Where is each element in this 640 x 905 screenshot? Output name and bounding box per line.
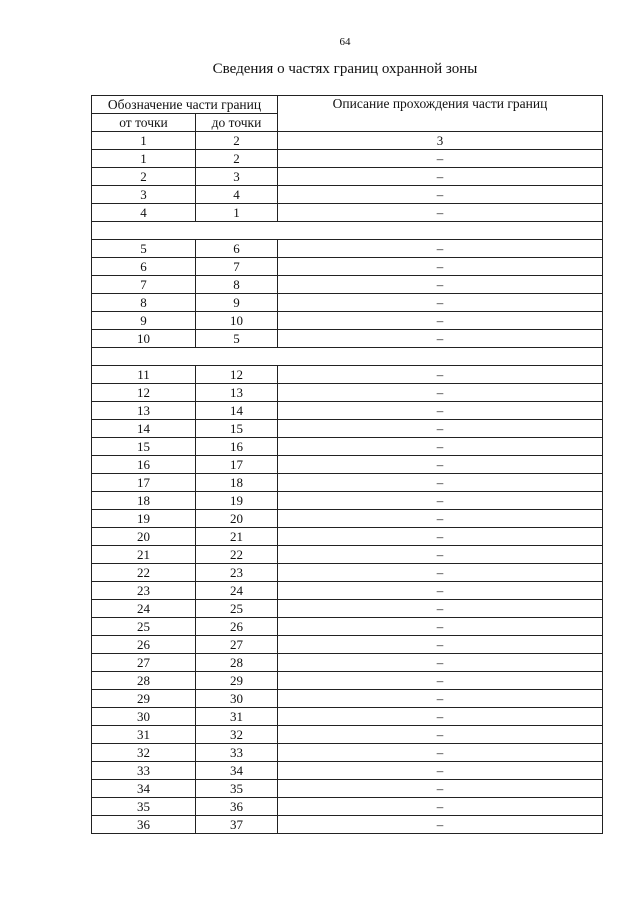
from-point-cell: 1 [92, 150, 196, 168]
table-row [92, 546, 603, 564]
from-point-cell: 35 [92, 798, 196, 816]
to-point-cell: 18 [196, 474, 278, 492]
from-point-cell: 12 [92, 384, 196, 402]
table-row [92, 762, 603, 780]
from-point-cell: 4 [92, 204, 196, 222]
to-point-cell: 2 [196, 150, 278, 168]
table-row [92, 204, 603, 222]
table-row [92, 258, 603, 276]
from-point-cell: 5 [92, 240, 196, 258]
from-point-cell: 18 [92, 492, 196, 510]
to-point-cell: 14 [196, 402, 278, 420]
table-row [92, 618, 603, 636]
description-cell: – [278, 600, 603, 618]
table-row [92, 510, 603, 528]
description-cell: – [278, 510, 603, 528]
table-row [92, 582, 603, 600]
description-cell: – [278, 204, 603, 222]
to-point-cell: 34 [196, 762, 278, 780]
table-row [92, 654, 603, 672]
to-point-cell: 2 [196, 132, 278, 150]
from-point-cell: 30 [92, 708, 196, 726]
page-title: Сведения о частях границ охранной зоны [212, 61, 478, 77]
from-point-cell: 29 [92, 690, 196, 708]
table-row [92, 132, 603, 150]
table-body [92, 132, 603, 834]
to-point-cell: 6 [196, 240, 278, 258]
table-row [92, 438, 603, 456]
description-cell: – [278, 618, 603, 636]
to-point-cell: 1 [196, 204, 278, 222]
description-cell: – [278, 528, 603, 546]
from-point-cell: 32 [92, 744, 196, 762]
table-row [92, 492, 603, 510]
to-point-cell: 21 [196, 528, 278, 546]
to-point-cell: 19 [196, 492, 278, 510]
header-from-point: от точки [92, 114, 196, 132]
to-point-cell: 31 [196, 708, 278, 726]
table-row [92, 384, 603, 402]
description-cell: – [278, 798, 603, 816]
from-point-cell: 19 [92, 510, 196, 528]
table-row [92, 672, 603, 690]
to-point-cell: 5 [196, 330, 278, 348]
table-row [92, 456, 603, 474]
description-cell: – [278, 672, 603, 690]
table-row [92, 294, 603, 312]
to-point-cell: 35 [196, 780, 278, 798]
description-cell: – [278, 456, 603, 474]
description-cell: – [278, 258, 603, 276]
description-cell: – [278, 744, 603, 762]
description-cell: – [278, 438, 603, 456]
description-cell: – [278, 546, 603, 564]
description-cell: – [278, 762, 603, 780]
from-point-cell: 9 [92, 312, 196, 330]
table-row [92, 636, 603, 654]
page-number: 64 [339, 36, 351, 48]
table-header [92, 96, 603, 132]
table-row [92, 528, 603, 546]
from-point-cell: 21 [92, 546, 196, 564]
to-point-cell: 32 [196, 726, 278, 744]
from-point-cell: 10 [92, 330, 196, 348]
table-row [92, 366, 603, 384]
description-cell: – [278, 366, 603, 384]
to-point-cell: 26 [196, 618, 278, 636]
to-point-cell: 7 [196, 258, 278, 276]
to-point-cell: 37 [196, 816, 278, 834]
description-cell: – [278, 690, 603, 708]
to-point-cell: 10 [196, 312, 278, 330]
to-point-cell: 13 [196, 384, 278, 402]
to-point-cell: 28 [196, 654, 278, 672]
from-point-cell: 16 [92, 456, 196, 474]
to-point-cell: 24 [196, 582, 278, 600]
table-separator-row [92, 222, 603, 240]
to-point-cell: 25 [196, 600, 278, 618]
table-row [92, 276, 603, 294]
table-row [92, 564, 603, 582]
from-point-cell: 33 [92, 762, 196, 780]
table-row [92, 330, 603, 348]
from-point-cell: 22 [92, 564, 196, 582]
from-point-cell: 31 [92, 726, 196, 744]
from-point-cell: 6 [92, 258, 196, 276]
description-cell: – [278, 726, 603, 744]
from-point-cell: 14 [92, 420, 196, 438]
to-point-cell: 33 [196, 744, 278, 762]
table-row [92, 240, 603, 258]
to-point-cell: 27 [196, 636, 278, 654]
header-description: Описание прохождения части границ [278, 96, 603, 132]
description-cell: – [278, 402, 603, 420]
to-point-cell: 16 [196, 438, 278, 456]
from-point-cell: 8 [92, 294, 196, 312]
to-point-cell: 4 [196, 186, 278, 204]
table-row [92, 744, 603, 762]
table-row [92, 312, 603, 330]
from-point-cell: 17 [92, 474, 196, 492]
description-cell: – [278, 474, 603, 492]
to-point-cell: 36 [196, 798, 278, 816]
to-point-cell: 20 [196, 510, 278, 528]
table-row [92, 726, 603, 744]
from-point-cell: 20 [92, 528, 196, 546]
from-point-cell: 34 [92, 780, 196, 798]
table-row [92, 690, 603, 708]
table-row [92, 600, 603, 618]
separator-cell [92, 222, 603, 240]
table-row [92, 186, 603, 204]
table-row [92, 474, 603, 492]
to-point-cell: 30 [196, 690, 278, 708]
header-boundary-designation: Обозначение части границ [92, 96, 278, 114]
table-row [92, 780, 603, 798]
table-row [92, 420, 603, 438]
table-row [92, 816, 603, 834]
from-point-cell: 1 [92, 132, 196, 150]
table-row [92, 708, 603, 726]
from-point-cell: 26 [92, 636, 196, 654]
description-cell: – [278, 240, 603, 258]
boundary-table [91, 95, 603, 834]
description-cell: – [278, 276, 603, 294]
from-point-cell: 24 [92, 600, 196, 618]
description-cell: – [278, 816, 603, 834]
from-point-cell: 11 [92, 366, 196, 384]
separator-cell [92, 348, 603, 366]
description-cell: – [278, 708, 603, 726]
description-cell: – [278, 330, 603, 348]
header-to-point: до точки [196, 114, 278, 132]
from-point-cell: 2 [92, 168, 196, 186]
to-point-cell: 15 [196, 420, 278, 438]
from-point-cell: 7 [92, 276, 196, 294]
from-point-cell: 27 [92, 654, 196, 672]
to-point-cell: 12 [196, 366, 278, 384]
table-row [92, 798, 603, 816]
table-separator-row [92, 348, 603, 366]
to-point-cell: 22 [196, 546, 278, 564]
description-cell: – [278, 186, 603, 204]
from-point-cell: 15 [92, 438, 196, 456]
description-cell: – [278, 780, 603, 798]
table-row [92, 168, 603, 186]
description-cell: – [278, 312, 603, 330]
description-cell: – [278, 150, 603, 168]
from-point-cell: 3 [92, 186, 196, 204]
table-row [92, 402, 603, 420]
description-cell: – [278, 384, 603, 402]
description-cell: – [278, 420, 603, 438]
description-cell: 3 [278, 132, 603, 150]
from-point-cell: 23 [92, 582, 196, 600]
description-cell: – [278, 636, 603, 654]
description-cell: – [278, 294, 603, 312]
description-cell: – [278, 492, 603, 510]
description-cell: – [278, 654, 603, 672]
description-cell: – [278, 582, 603, 600]
description-cell: – [278, 564, 603, 582]
description-cell: – [278, 168, 603, 186]
table-row [92, 150, 603, 168]
from-point-cell: 36 [92, 816, 196, 834]
to-point-cell: 17 [196, 456, 278, 474]
to-point-cell: 8 [196, 276, 278, 294]
to-point-cell: 23 [196, 564, 278, 582]
from-point-cell: 28 [92, 672, 196, 690]
to-point-cell: 3 [196, 168, 278, 186]
from-point-cell: 13 [92, 402, 196, 420]
from-point-cell: 25 [92, 618, 196, 636]
to-point-cell: 29 [196, 672, 278, 690]
to-point-cell: 9 [196, 294, 278, 312]
